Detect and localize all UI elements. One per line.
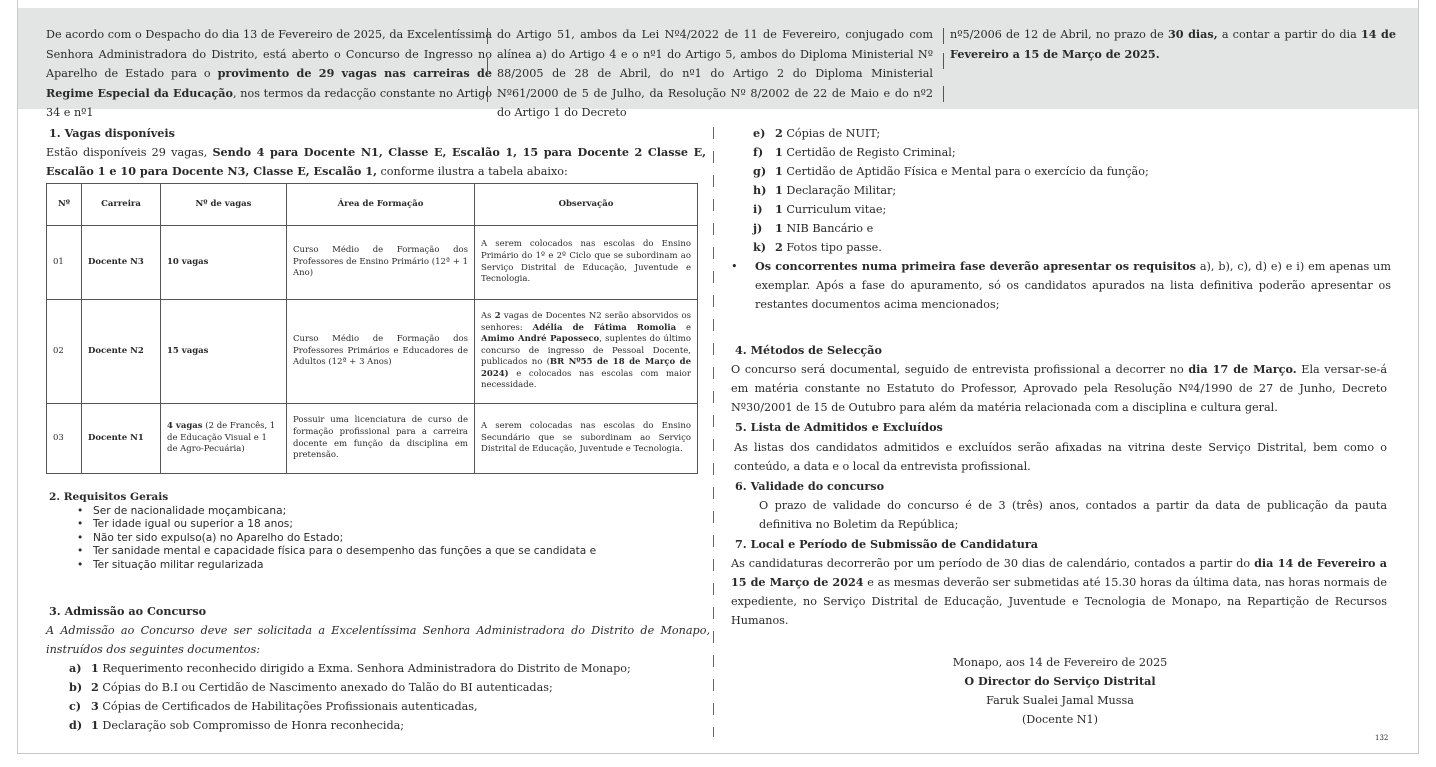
item-text: Cópias de NUIT; (782, 127, 881, 140)
signatory-role: O Director do Serviço Distrital (964, 674, 1156, 688)
item-letter: h) (753, 183, 767, 197)
item-text: Declaração Militar; (782, 184, 897, 197)
cell: 15 vagas (161, 300, 287, 404)
list-item (731, 200, 1391, 219)
list-item (47, 716, 707, 735)
section-7-body (731, 554, 1387, 630)
table-header-row (47, 184, 698, 226)
text: e (676, 322, 691, 333)
text: e as mesmas deverão ser submetidas até 15.30 horas da última data, nas horas normais de expediente, no Serviço Distrital de Educação, Juventude e Tecnologia de Monapo, na Repartição de Recursos Humanos. (731, 576, 1388, 627)
divider (487, 28, 488, 44)
cell (161, 404, 287, 474)
list-item (731, 181, 1391, 200)
cell: Curso Médio de Formação dos Professores Primários e Educadores de Adultos (12ª + 3 Anos) (287, 300, 475, 404)
list-item: • Ser de nacionalidade moçambicana; (93, 505, 709, 519)
col-header: Área de Formação (287, 184, 475, 226)
intro-text: a contar a partir do dia (1217, 28, 1361, 41)
section-7-title: 7. Local e Período de Submissão de Candidatura (735, 537, 1039, 551)
bold-text: 2 (494, 310, 501, 321)
item-qty: 1 (91, 718, 99, 732)
section-4-body (731, 360, 1387, 417)
list-item (47, 697, 707, 716)
text: e colocados nas escolas com maior necessidade. (481, 368, 691, 391)
intro-text: , nos termos da redacção constante no Artigo 34 e nº1 (46, 86, 493, 120)
cell: 10 vagas (161, 226, 287, 300)
item-text: Fotos tipo passe. (782, 241, 882, 254)
cell: 03 (47, 404, 82, 474)
list-item (731, 162, 1391, 181)
cell: Curso Médio de Formação dos Professores de Ensino Primário (12ª + 1 Ano) (287, 226, 475, 300)
place-date: Monapo, aos 14 de Fevereiro de 2025 (952, 656, 1168, 669)
table-row (47, 300, 698, 404)
cell: Docente N3 (82, 226, 161, 300)
intro-col-3 (950, 25, 1396, 64)
list-item (47, 678, 707, 697)
list-item (731, 238, 1391, 257)
table-row (47, 404, 698, 474)
list-item (731, 219, 1391, 238)
intro-col-2: do Artigo 51, ambos da Lei Nº4/2022 de 11 de Fevereiro, conjugado com alínea a) do Artigo 4 e o nº1 do Artigo 5, ambos do Diploma Ministerial Nº 88/2005 de 28 de Abril, do nº1 do Artigo 2 do Diploma Ministerial Nº61/2000 de 5 de Julho, da Resolução Nº 8/2002 de 22 de Maio e do nº2 do Artigo 1 do Decreto (497, 28, 933, 120)
bold-text: Sendo 4 para Docente N1, Classe E, Escalão 1, 15 para Docente 2 Classe E, Escalão 1 e 10 para Docente N3, Classe E, Escalão 1, (46, 145, 706, 178)
section-3-title: 3. Admissão ao Concurso (49, 604, 207, 618)
bold-text: Os concorrentes numa primeira fase deverão apresentar os requisitos (755, 259, 1196, 273)
bold-text: BR Nº55 de 18 de Março de 2024) (481, 357, 691, 379)
section-3-intro: A Admissão ao Concurso deve ser solicitada a Excelentíssima Senhora Administradora do Distrito de Monapo, instruídos dos seguintes documentos: (46, 624, 710, 656)
cell: A serem colocados nas escolas do Ensino Primário do 1º e 2º Ciclo que se subordinam ao Serviço Distrital de Educação, Juventude e Tecnologia. (475, 226, 698, 300)
cell: A serem colocadas nas escolas do Ensino Secundário que se subordinam ao Serviço Distrital de Educação, Juventude e Tecnologia. (475, 404, 698, 474)
cell: 01 (47, 226, 82, 300)
col-header: Observação (475, 184, 698, 226)
requirements-note (731, 257, 1391, 314)
divider (487, 86, 488, 102)
intro-bold: 14 de Fevereiro a 15 de Março de 2025. (950, 27, 1396, 61)
item-qty: 1 (775, 183, 783, 197)
bold-text: dia 14 de Fevereiro a 15 de Março de 2024 (731, 556, 1388, 589)
text: As candidaturas decorrerão por um período de 30 dias de calendário, contados a partir do (731, 557, 1255, 570)
section-2-title: 2. Requisitos Gerais (49, 491, 169, 503)
item-qty: 3 (91, 699, 99, 713)
signatory-name: Faruk Sualei Jamal Mussa (986, 694, 1134, 707)
item-qty: 2 (775, 240, 783, 254)
text: a), b), c), d) e) e i) em apenas um exemplar. Após a fase do apuramento, só os candidatos apurados na lista definitiva poderão apresentar os restantes documentos acima mencionados; (755, 260, 1391, 311)
item-qty: 1 (91, 661, 99, 675)
item-letter: j) (753, 221, 763, 235)
cell (475, 300, 698, 404)
divider (943, 86, 944, 102)
page-number: 132 (1375, 734, 1389, 742)
item-qty: 1 (775, 145, 783, 159)
intro-col-1 (46, 25, 492, 123)
divider (943, 53, 944, 69)
section-5-title: 5. Lista de Admitidos e Excluídos (735, 420, 943, 434)
item-text: NIB Bancário e (782, 222, 874, 235)
divider (943, 28, 944, 44)
table-row (47, 226, 698, 300)
item-letter: a) (69, 661, 82, 675)
item-letter: g) (753, 164, 767, 178)
item-letter: k) (753, 240, 767, 254)
item-letter: b) (69, 680, 83, 694)
item-qty: 1 (775, 202, 783, 216)
bold-text: 4 vagas (167, 421, 203, 432)
signatory-rank: (Docente N1) (1021, 713, 1099, 726)
list-item (731, 143, 1391, 162)
item-letter: c) (69, 699, 82, 713)
bullet-icon: • (731, 260, 738, 273)
cell: 02 (47, 300, 82, 404)
list-item: • Ter situação militar regularizada (93, 559, 709, 573)
list-item (731, 124, 1391, 143)
text: O concurso será documental, seguido de entrevista profissional a decorrer no (731, 363, 1189, 376)
intro-banner (18, 8, 1418, 120)
bold-text: Adélia de Fátima Romolia (532, 322, 677, 333)
intro-bold: 30 dias, (1168, 27, 1218, 41)
intro-text: nº5/2006 de 12 de Abril, no prazo de (950, 28, 1168, 41)
section-6-title: 6. Validade do concurso (735, 479, 885, 493)
list-item: • Ter idade igual ou superior a 18 anos; (93, 518, 709, 532)
cell: Docente N2 (82, 300, 161, 404)
item-letter: i) (753, 202, 763, 216)
cell: Docente N1 (82, 404, 161, 474)
section-5-body: As listas dos candidatos admitidos e excluídos serão afixadas na vitrina deste Serviço Distrital, bem como o conteúdo, a data e o local da entrevista profissional. (734, 441, 1387, 473)
item-text: Cópias de Certificados de Habilitações Profissionais autenticadas, (98, 700, 478, 713)
item-letter: f) (753, 145, 764, 159)
documents-list-right (731, 124, 1391, 314)
text: Estão disponíveis 29 vagas, (46, 146, 213, 159)
section-2 (49, 491, 709, 573)
text: , suplentes do último concurso de ingresso de Pessoal Docente, publicados no ( (481, 334, 691, 368)
section-1-intro (46, 143, 706, 181)
item-qty: 2 (775, 126, 783, 140)
vacancies-table (46, 183, 698, 474)
item-text: Certidão de Registo Criminal; (782, 146, 956, 159)
section-1-title: 1. Vagas disponíveis (49, 126, 175, 140)
item-text: Declaração sob Compromisso de Honra reconhecida; (98, 719, 405, 732)
intro-bold: provimento de 29 vagas nas carreiras de Regime Especial da Educação (46, 66, 492, 100)
list-item: • Ter sanidade mental e capacidade física para o desempenho das funções a que se candidata e (93, 545, 709, 559)
list-item (47, 659, 707, 678)
item-text: Cópias do B.I ou Certidão de Nascimento anexado do Talão do BI autenticadas; (98, 681, 553, 694)
intro-text: De acordo com o Despacho do dia 13 de Fevereiro de 2025, da Excelentíssima Senhora Administradora do Distrito, está aberto o Concurso de Ingresso no Aparelho de Estado para o (46, 28, 492, 81)
item-letter: e) (753, 126, 766, 140)
item-qty: 1 (775, 221, 783, 235)
list-item: • Não ter sido expulso(a) no Aparelho do Estado; (93, 532, 709, 546)
col-header: Nº (47, 184, 82, 226)
item-letter: d) (69, 718, 83, 732)
bold-text: Amimo André Paposseco (481, 334, 600, 345)
section-4-title: 4. Métodos de Selecção (735, 343, 882, 357)
bold-text: dia 17 de Março. (1188, 362, 1297, 376)
cell: Possuir uma licenciatura de curso de formação profissional para a carreira docente em função da disciplina em pretensão. (287, 404, 475, 474)
col-header: Nº de vagas (161, 184, 287, 226)
documents-list-left (47, 659, 707, 735)
text: conforme ilustra a tabela abaixo: (376, 165, 568, 178)
item-text: Certidão de Aptidão Física e Mental para o exercício da função; (782, 165, 1149, 178)
item-text: Curriculum vitae; (782, 203, 887, 216)
item-qty: 2 (91, 680, 99, 694)
text: Ela versar-se-á em matéria constante no Estatuto do Professor, Aprovado pela Resolução Nº4/1990 de 27 de Junho, Decreto Nº30/2001 de 15 de Outubro para além da matéria relacionada com a disciplina e cultura geral. (731, 363, 1388, 414)
text: (2 de Francês, 1 de Educação Visual e 1 de Agro-Pecuária) (167, 421, 276, 455)
signature-block (900, 653, 1220, 729)
text: As (481, 310, 495, 321)
column-divider (713, 127, 714, 737)
item-text: Requerimento reconhecido dirigido a Exma. Senhora Administradora do Distrito de Monapo; (98, 662, 631, 675)
divider (487, 58, 488, 72)
text: vagas de Docentes N2 serão absorvidos os senhores: (481, 310, 692, 333)
item-qty: 1 (775, 164, 783, 178)
requirements-list (49, 505, 709, 573)
section-6-body: O prazo de validade do concurso é de 3 (três) anos, contados a partir da data de publicação da pauta definitiva no Boletim da República; (759, 499, 1387, 531)
col-header: Carreira (82, 184, 161, 226)
